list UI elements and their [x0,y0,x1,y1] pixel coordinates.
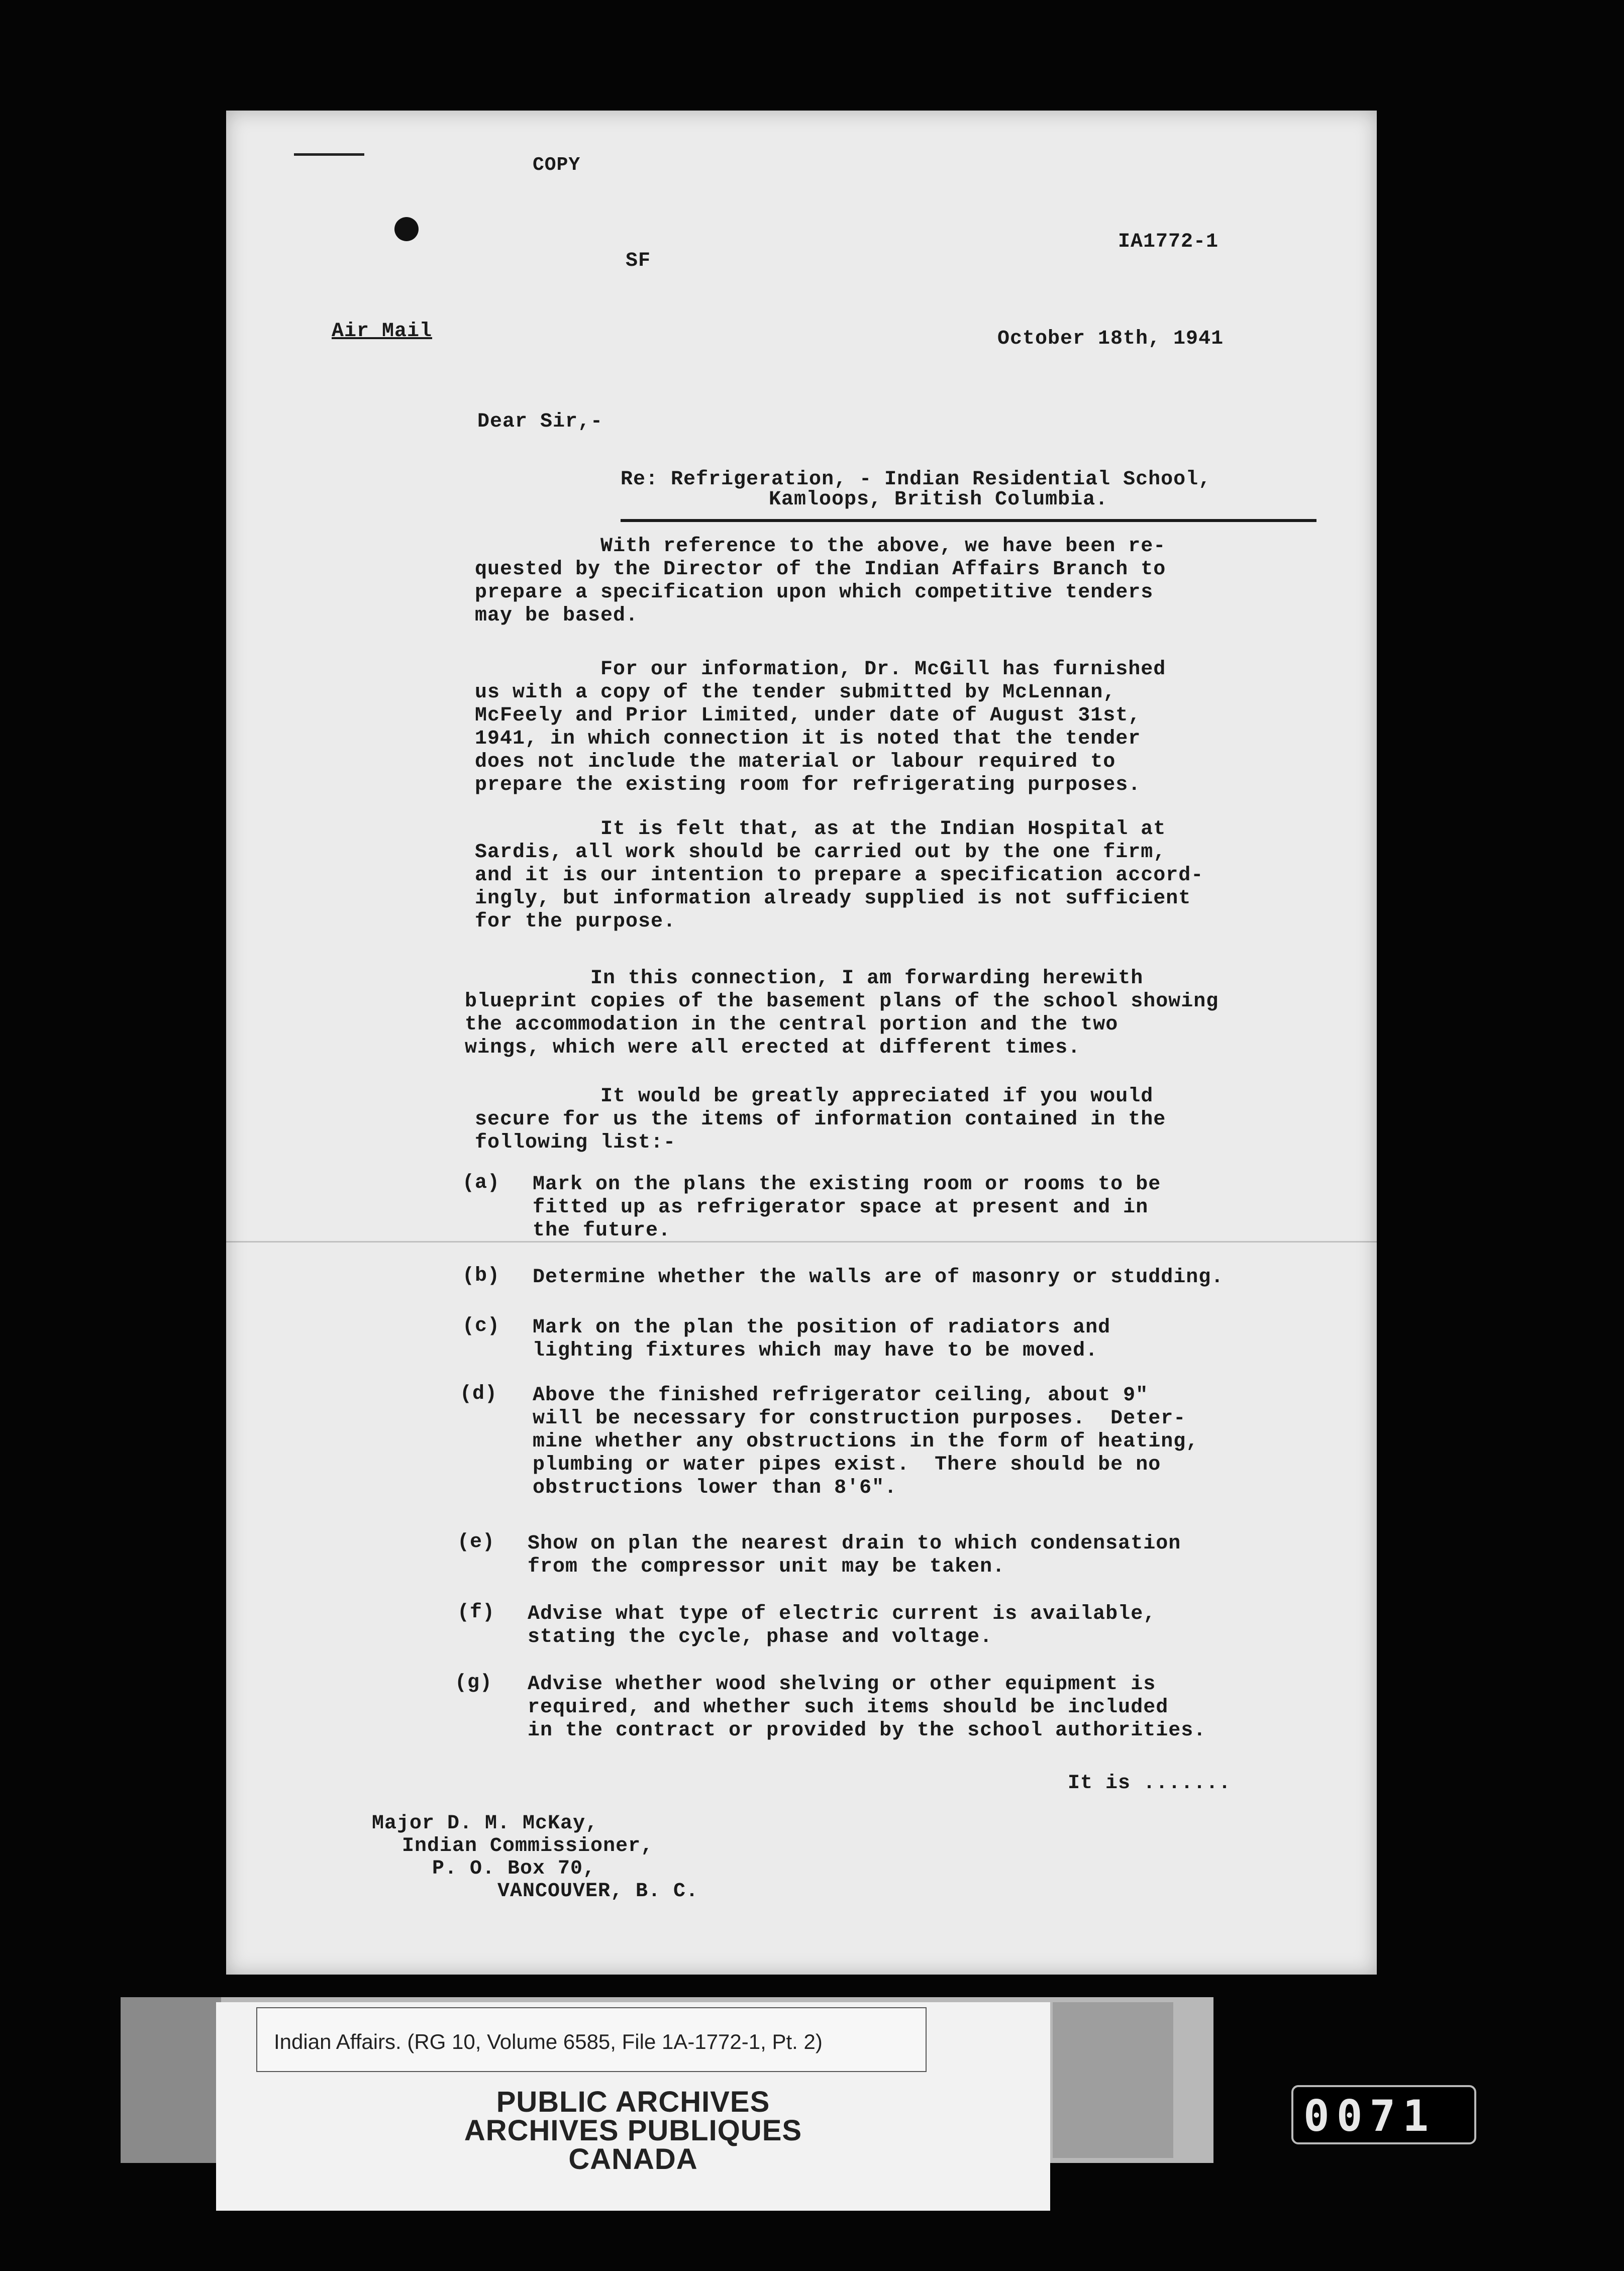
frame-number: 0071 [1303,2091,1436,2141]
archive-name-french: ARCHIVES PUBLIQUES [464,2114,802,2147]
item-text-e: Show on plan the nearest drain to which condensation from the compressor unit may be taken. [528,1532,1181,1578]
address-line-2: Indian Commissioner, [402,1835,654,1857]
item-text-d: Above the finished refrigerator ceiling, about 9" will be necessary for construction purposes. Deter- mine whether any obstructions in the form of heating, plumbing or water pipes exist. There should be no obstructions lower than 8'6". [533,1384,1199,1499]
paragraph-3: It is felt that, as at the Indian Hospital at Sardis, all work should be carried out by the one firm, and it is our intention to prepare a specification accord- ingly, but information already supplied is not sufficient for the purpose. [475,818,1204,933]
subject-line-2: Kamloops, British Columbia. [769,488,1108,511]
archive-name-english: PUBLIC ARCHIVES [496,2086,770,2118]
paragraph-1: With reference to the above, we have been re- quested by the Director of the Indian Affairs Branch to prepare a specification upon which competitive tenders may be based. [475,535,1166,627]
typist-initials: SF [626,250,651,272]
item-text-g: Advise whether wood shelving or other equipment is required, and whether such items should be included in the contract or provided by the school authorities. [528,1673,1206,1742]
address-line-3: P. O. Box 70, [432,1857,596,1880]
archive-reference: Indian Affairs. (RG 10, Volume 6585, File 1A-1772-1, Pt. 2) [274,2030,823,2053]
item-letter-g: (g) [455,1672,493,1694]
address-line-1: Major D. M. McKay, [372,1812,598,1835]
subject-line-1: Re: Refrigeration, - Indian Residential School, [621,468,1211,491]
punch-hole [394,217,419,241]
label-edge-right [1053,2002,1173,2158]
address-line-4: VANCOUVER, B. C. [497,1880,699,1903]
letter-date: October 18th, 1941 [997,328,1224,350]
file-reference: IA1772-1 [1118,231,1219,253]
item-text-c: Mark on the plan the position of radiators and lighting fixtures which may have to be moved. [533,1316,1111,1362]
item-letter-f: (f) [457,1601,495,1624]
continuation-note: It is ....... [1068,1772,1232,1795]
item-text-a: Mark on the plans the existing room or rooms to be fitted up as refrigerator space at present and in the future. [533,1173,1161,1242]
item-letter-a: (a) [462,1172,500,1194]
air-mail-note: Air Mail [332,320,433,343]
label-edge-left [121,1997,221,2163]
item-text-f: Advise what type of electric current is available, stating the cycle, phase and voltage. [528,1603,1156,1648]
paragraph-5: It would be greatly appreciated if you would secure for us the items of information contained in the following list:- [475,1085,1166,1154]
item-letter-b: (b) [462,1265,500,1287]
pen-mark [294,153,364,156]
item-text-b: Determine whether the walls are of masonry or studding. [533,1266,1224,1289]
salutation: Dear Sir,- [477,410,603,433]
archive-country: CANADA [568,2143,698,2176]
subject-rule [621,519,1316,522]
copy-mark: COPY [533,154,581,176]
item-letter-c: (c) [462,1315,500,1337]
frame-counter [1291,2085,1476,2144]
item-letter-e: (e) [457,1531,495,1554]
item-letter-d: (d) [460,1383,498,1405]
paragraph-4: In this connection, I am forwarding herewith blueprint copies of the basement plans of the school showing the accommodation in the central portion and the two wings, which were all erected at different times. [465,967,1219,1059]
paragraph-2: For our information, Dr. McGill has furnished us with a copy of the tender submitted by McLennan, McFeely and Prior Limited, under date of August 31st, 1941, in which connection it is noted that the tender does not include the material or labour required to prepare the existing room for refrigerating purposes. [475,658,1166,796]
